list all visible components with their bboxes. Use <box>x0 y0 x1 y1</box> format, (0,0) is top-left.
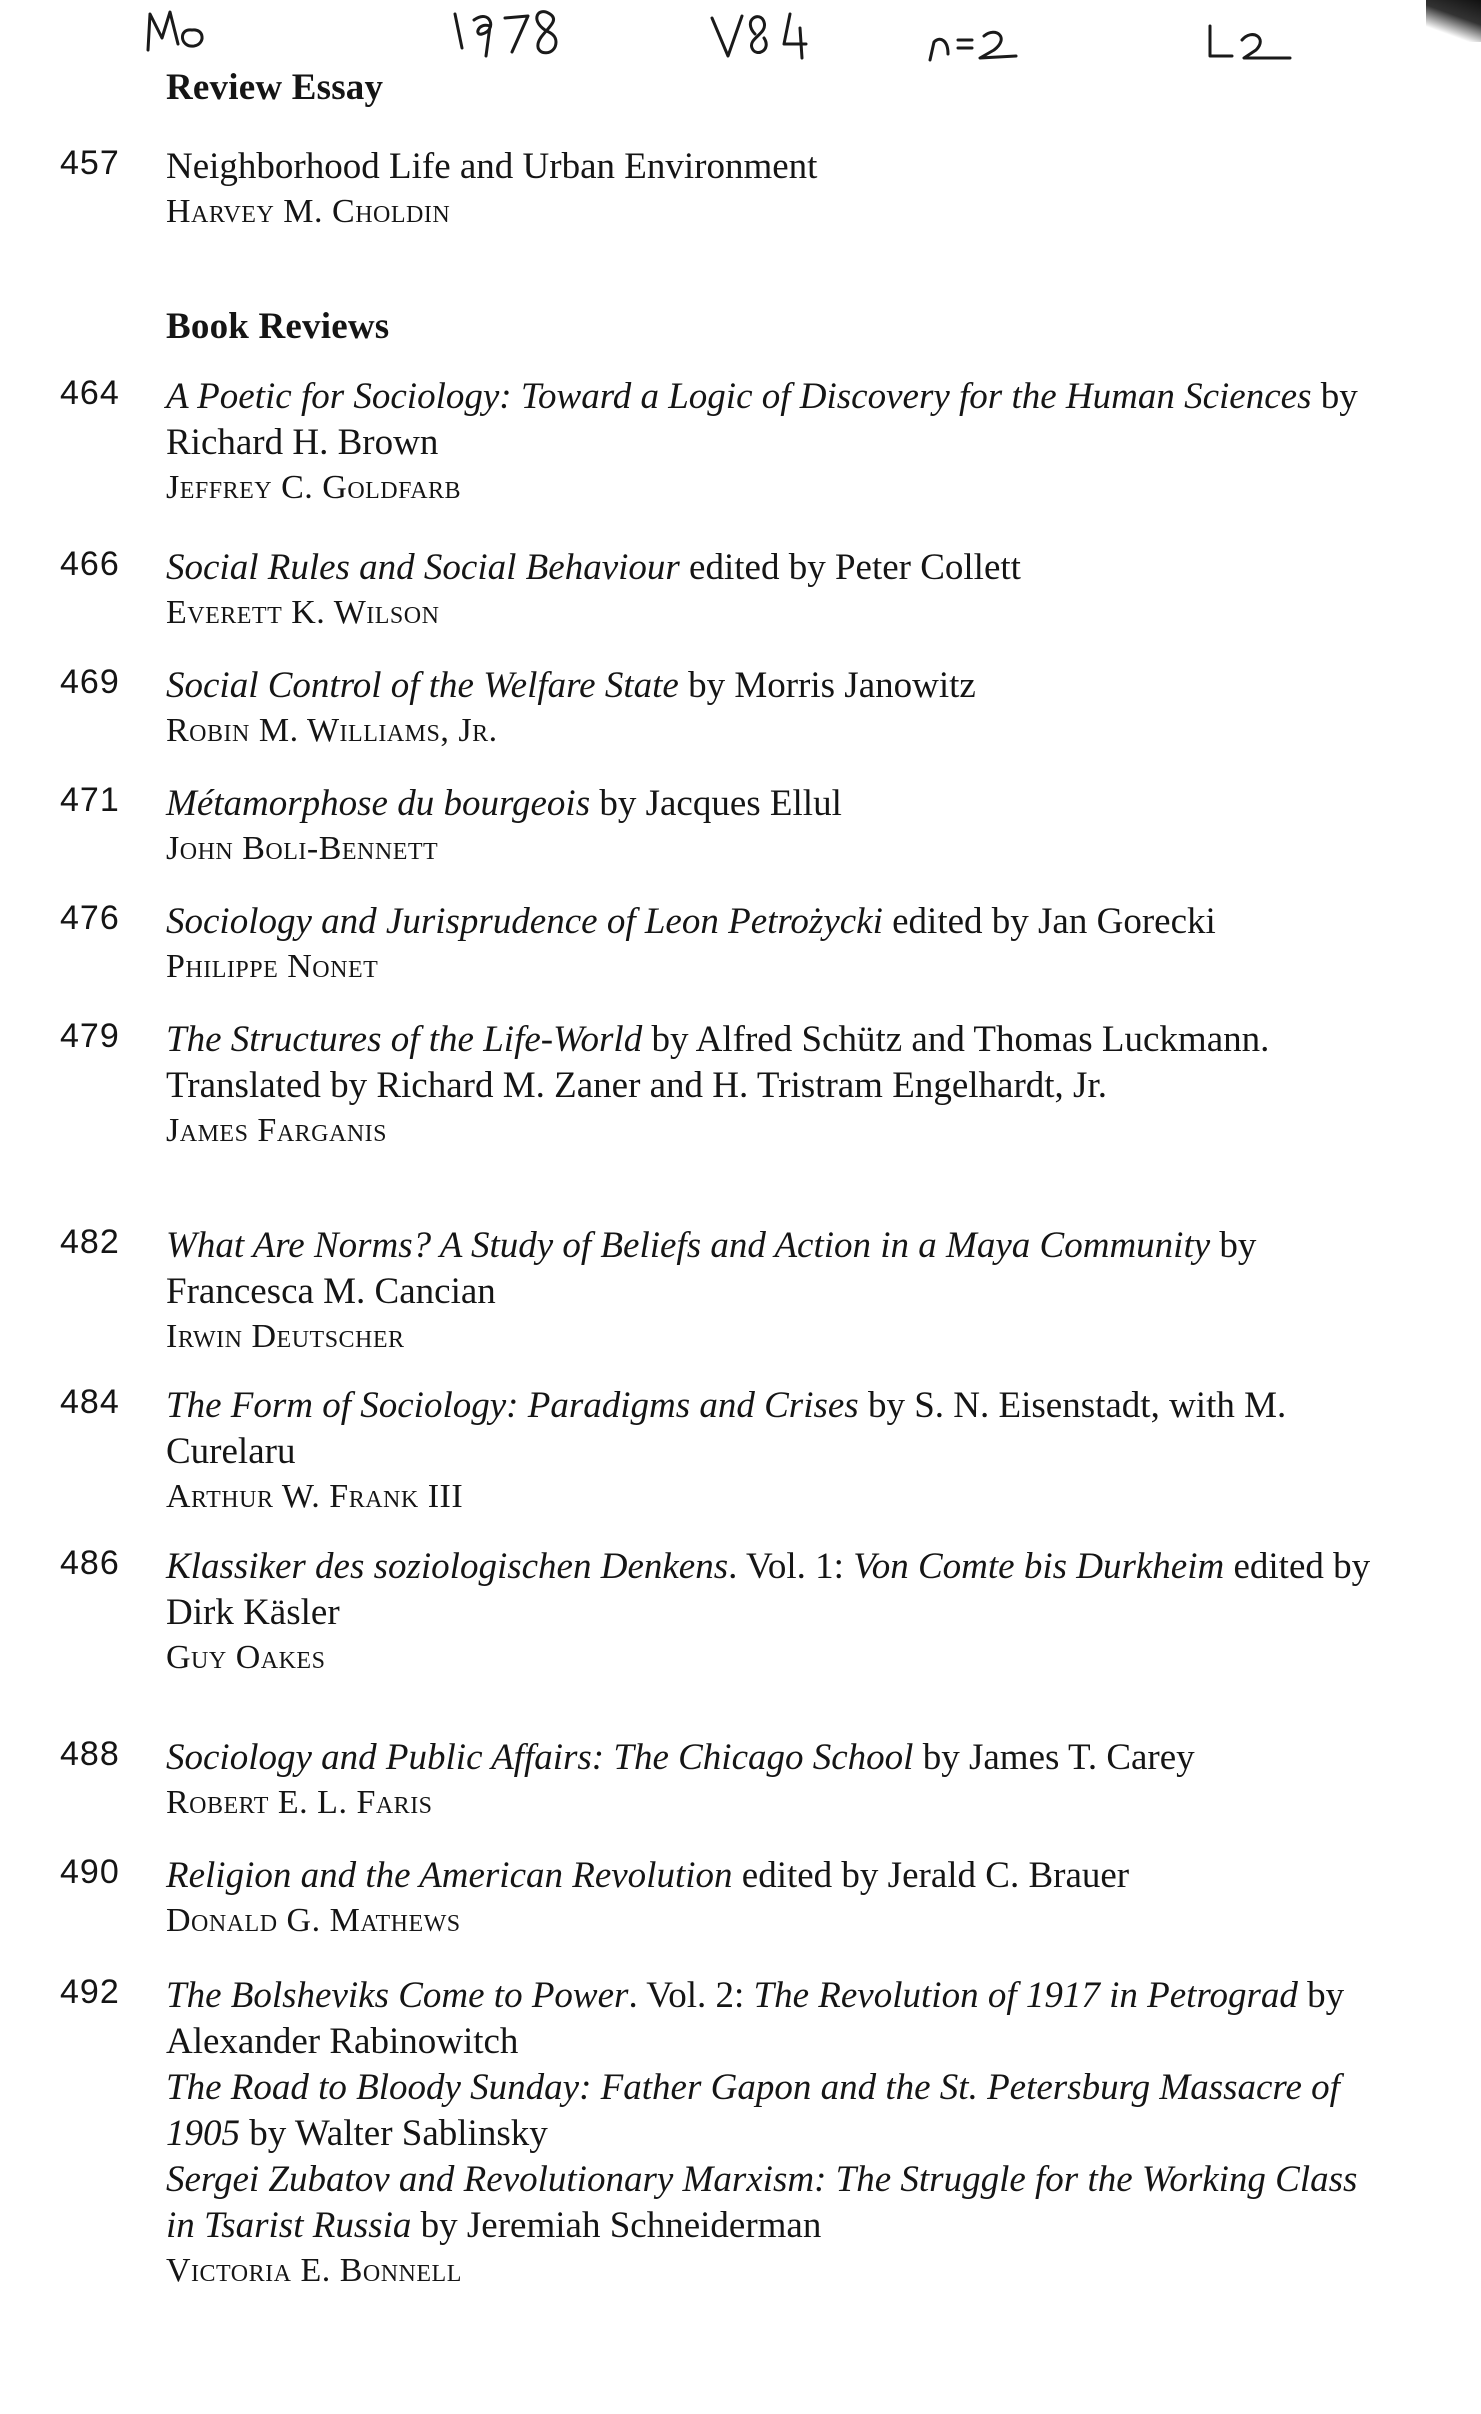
reviewer-name: Everett K. Wilson <box>166 594 440 631</box>
book-title: Klassiker des soziologischen Denkens <box>166 1546 729 1587</box>
book-title: The Road to Bloody Sunday: Father Gapon and the St. Petersburg Massacre of 1905 <box>166 2067 1340 2154</box>
reviewer-name: Robin M. Williams, Jr. <box>166 712 498 749</box>
entry-page-number: 457 <box>60 144 120 182</box>
reviewer-name: James Farganis <box>166 1112 387 1149</box>
book-citation <box>166 899 1376 945</box>
book-volume-title: The Revolution of 1917 in Petrograd <box>753 1975 1298 2016</box>
reviewer-name: Irwin Deutscher <box>166 1318 405 1355</box>
book-credit: by Alexander Rabinowitch <box>166 1975 1345 2062</box>
entry-page-number: 469 <box>60 663 120 701</box>
book-title: What Are Norms? A Study of Beliefs and Action in a Maya Community <box>166 1225 1211 1266</box>
book-credit: . Vol. 2: <box>628 1975 754 2016</box>
book-credit: edited by Dirk Käsler <box>166 1546 1371 1633</box>
book-title: Social Control of the Welfare State <box>166 665 679 706</box>
book-title: The Bolsheviks Come to Power <box>166 1975 629 2016</box>
book-credit: by Walter Sablinsky <box>240 2113 548 2154</box>
book-credit: edited by Jan Gorecki <box>882 901 1216 942</box>
book-credit: by Jacques Ellul <box>590 783 842 824</box>
reviewer-name: Arthur W. Frank III <box>166 1478 464 1515</box>
entry-page-number: 471 <box>60 781 120 819</box>
reviewer-name: Donald G. Mathews <box>166 1902 461 1939</box>
entry-page-number: 466 <box>60 545 120 583</box>
entry-page-number: 482 <box>60 1223 120 1261</box>
book-credit: by Alfred Schütz and Thomas Luckmann. Translated by Richard M. Zaner and H. Tristram Engelhardt, Jr. <box>166 1019 1270 1106</box>
book-credit: edited by Peter Collett <box>679 547 1021 588</box>
book-citation <box>166 374 1376 466</box>
entry-page-number: 479 <box>60 1017 120 1055</box>
book-title: Sociology and Jurisprudence of Leon Petrożycki <box>166 901 883 942</box>
entry-page-number: 486 <box>60 1544 120 1582</box>
book-citation <box>166 1973 1376 2065</box>
reviewer-name: Robert E. L. Faris <box>166 1784 433 1821</box>
book-title: Religion and the American Revolution <box>166 1855 733 1896</box>
reviewer-name: Jeffrey C. Goldfarb <box>166 469 462 506</box>
book-volume-title: Von Comte bis Durkheim <box>853 1546 1225 1587</box>
book-citation <box>166 1017 1376 1109</box>
book-title: Social Rules and Social Behaviour <box>166 547 680 588</box>
book-title: The Structures of the Life-World <box>166 1019 643 1060</box>
book-citation <box>166 1853 1376 1899</box>
reviewer-name: Guy Oakes <box>166 1639 326 1676</box>
reviewer-name: John Boli-Bennett <box>166 830 439 867</box>
book-citation <box>166 1544 1376 1636</box>
entry-page-number: 484 <box>60 1383 120 1421</box>
book-credit: by Francesca M. Cancian <box>166 1225 1257 1312</box>
book-credit: by James T. Carey <box>913 1737 1195 1778</box>
book-credit: by S. N. Eisenstadt, with M. Curelaru <box>166 1385 1287 1472</box>
book-citation <box>166 781 1376 827</box>
entry-page-number: 476 <box>60 899 120 937</box>
book-citation <box>166 1735 1376 1781</box>
book-credit: . Vol. 1: <box>728 1546 854 1587</box>
book-citation <box>166 2065 1376 2157</box>
entry-page-number: 488 <box>60 1735 120 1773</box>
book-title: A Poetic for Sociology: Toward a Logic of Discovery for the Human Sciences <box>166 376 1312 417</box>
book-title: Métamorphose du bourgeois <box>166 783 591 824</box>
essay-title: Neighborhood Life and Urban Environment <box>166 146 818 187</box>
book-credit: edited by Jerald C. Brauer <box>732 1855 1130 1896</box>
book-citation <box>166 1223 1376 1315</box>
book-reviews-heading: Book Reviews <box>166 306 390 347</box>
entry-page-number: 490 <box>60 1853 120 1891</box>
book-title: Sergei Zubatov and Revolutionary Marxism: The Struggle for the Working Class in Tsarist Russia <box>166 2159 1358 2246</box>
entry-page-number: 464 <box>60 374 120 412</box>
book-credit: by Morris Janowitz <box>678 665 976 706</box>
book-citation <box>166 1383 1376 1475</box>
entry-page-number: 492 <box>60 1973 120 2011</box>
book-citation <box>166 2157 1376 2249</box>
essay-author: Harvey M. Choldin <box>166 193 451 230</box>
book-citation <box>166 545 1376 591</box>
review-essay-heading: Review Essay <box>166 67 384 108</box>
book-title: Sociology and Public Affairs: The Chicago School <box>166 1737 914 1778</box>
book-title: The Form of Sociology: Paradigms and Crises <box>166 1385 859 1426</box>
reviewer-name: Victoria E. Bonnell <box>166 2252 462 2289</box>
book-credit: by Richard H. Brown <box>166 376 1358 463</box>
book-credit: by Jeremiah Schneiderman <box>411 2205 822 2246</box>
reviewer-name: Philippe Nonet <box>166 948 379 985</box>
book-citation <box>166 663 1376 709</box>
